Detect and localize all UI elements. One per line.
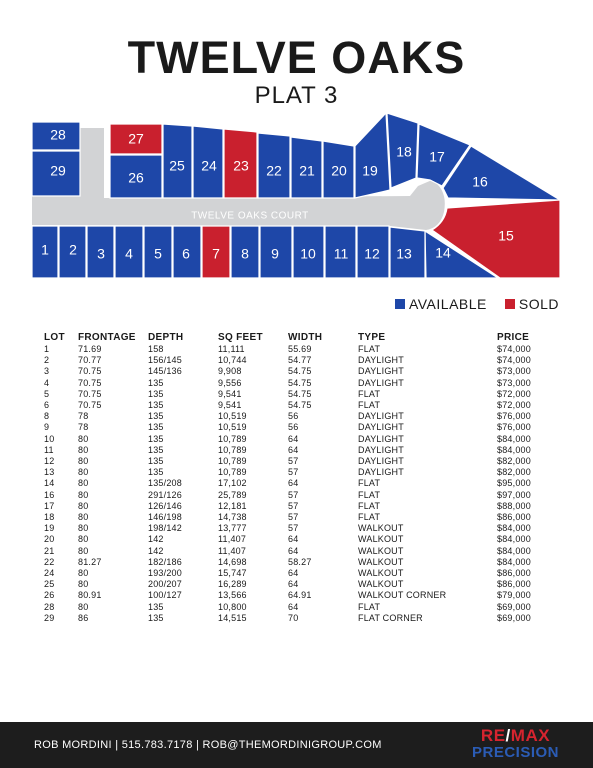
cell-type: DAYLIGHT (358, 411, 404, 422)
cell-lot: 9 (44, 422, 50, 433)
cell-price: $69,000 (497, 601, 531, 612)
cell-width: 64 (288, 444, 299, 455)
table-header-row (44, 330, 557, 344)
cell-sq-feet: 10,744 (218, 355, 247, 366)
cell-width: 56 (288, 411, 299, 422)
cell-frontage: 80 (78, 523, 89, 534)
cell-type: WALKOUT (358, 545, 404, 556)
cell-frontage: 70.75 (78, 377, 102, 388)
cell-sq-feet: 9,556 (218, 377, 242, 388)
cell-type: DAYLIGHT (358, 355, 404, 366)
cell-sq-feet: 9,541 (218, 388, 242, 399)
cell-type: FLAT (358, 478, 381, 489)
cell-type: DAYLIGHT (358, 433, 404, 444)
cell-width: 64 (288, 534, 299, 545)
cell-frontage: 80 (78, 568, 89, 579)
cell-depth: 135 (148, 388, 164, 399)
cell-frontage: 80 (78, 534, 89, 545)
cell-width: 54.77 (288, 355, 312, 366)
cell-lot: 14 (44, 478, 55, 489)
cell-lot: 28 (44, 601, 55, 612)
cell-lot: 10 (44, 433, 55, 444)
cell-depth: 135 (148, 467, 164, 478)
lot-label-7: 7 (212, 245, 220, 262)
cell-type: DAYLIGHT (358, 444, 404, 455)
cell-depth: 100/127 (148, 590, 182, 601)
table-row (44, 613, 557, 624)
cell-price: $84,000 (497, 556, 531, 567)
cell-price: $74,000 (497, 355, 531, 366)
cell-width: 64 (288, 478, 299, 489)
logo-re: RE (480, 726, 506, 745)
lot-label-25: 25 (169, 157, 185, 174)
cell-sq-feet: 10,519 (218, 411, 247, 422)
cell-lot: 17 (44, 500, 55, 511)
cell-depth: 145/136 (148, 366, 182, 377)
col-frontage: FRONTAGE (78, 331, 136, 343)
cell-width: 70 (288, 612, 299, 623)
cell-depth: 135 (148, 433, 164, 444)
cell-depth: 135 (148, 456, 164, 467)
table-row (44, 523, 557, 534)
page-title: TWELVE OAKS (127, 32, 466, 83)
table-row (44, 411, 557, 422)
cell-sq-feet: 14,738 (218, 512, 247, 523)
cell-lot: 29 (44, 612, 55, 623)
cell-price: $84,000 (497, 534, 531, 545)
cell-frontage: 80 (78, 579, 89, 590)
cell-depth: 135 (148, 422, 164, 433)
lot-label-3: 3 (97, 245, 105, 262)
cell-sq-feet: 15,747 (218, 568, 247, 579)
cell-type: WALKOUT CORNER (358, 590, 447, 601)
legend-available (395, 296, 487, 312)
cell-depth: 142 (148, 534, 164, 545)
cell-type: FLAT (358, 388, 381, 399)
table-row (44, 445, 557, 456)
cell-price: $73,000 (497, 366, 531, 377)
table-row (44, 546, 557, 557)
table-row (44, 467, 557, 478)
cell-depth: 135/208 (148, 478, 182, 489)
table-row (44, 478, 557, 489)
lot-label-23: 23 (233, 157, 249, 174)
cell-depth: 142 (148, 545, 164, 556)
cell-type: FLAT (358, 500, 381, 511)
cell-price: $72,000 (497, 400, 531, 411)
cell-price: $84,000 (497, 444, 531, 455)
cell-depth: 182/186 (148, 556, 182, 567)
cell-frontage: 70.77 (78, 355, 102, 366)
cell-depth: 156/145 (148, 355, 182, 366)
lot-label-14: 14 (435, 244, 451, 261)
cell-sq-feet: 10,789 (218, 467, 247, 478)
cell-width: 64 (288, 579, 299, 590)
cell-sq-feet: 10,800 (218, 601, 247, 612)
col-price: PRICE (497, 331, 530, 343)
cell-frontage: 80 (78, 512, 89, 523)
cell-price: $74,000 (497, 344, 531, 354)
cell-type: FLAT (358, 344, 381, 354)
table-row (44, 378, 557, 389)
cell-type: FLAT (358, 489, 381, 500)
lot-label-27: 27 (128, 130, 144, 147)
cell-lot: 12 (44, 456, 55, 467)
cell-frontage: 80 (78, 478, 89, 489)
cell-width: 64 (288, 545, 299, 556)
cell-price: $88,000 (497, 500, 531, 511)
cell-lot: 22 (44, 556, 55, 567)
cell-price: $76,000 (497, 411, 531, 422)
table-row (44, 400, 557, 411)
available-swatch (395, 299, 405, 309)
cell-depth: 146/198 (148, 512, 182, 523)
cell-width: 54.75 (288, 388, 312, 399)
col-width: WIDTH (288, 331, 323, 343)
table-row (44, 434, 557, 445)
cell-depth: 135 (148, 601, 164, 612)
cell-sq-feet: 16,289 (218, 579, 247, 590)
cell-depth: 135 (148, 400, 164, 411)
cell-width: 64 (288, 433, 299, 444)
cell-sq-feet: 10,789 (218, 456, 247, 467)
cell-depth: 126/146 (148, 500, 182, 511)
cell-width: 64 (288, 568, 299, 579)
cell-price: $76,000 (497, 422, 531, 433)
cell-sq-feet: 11,407 (218, 534, 247, 545)
logo-slash: / (505, 726, 511, 745)
cell-width: 57 (288, 489, 299, 500)
col-depth: DEPTH (148, 331, 184, 343)
cell-frontage: 70.75 (78, 388, 102, 399)
table-row (44, 501, 557, 512)
cell-lot: 16 (44, 489, 55, 500)
cell-depth: 200/207 (148, 579, 182, 590)
lot-label-28: 28 (50, 126, 66, 143)
cell-sq-feet: 12,181 (218, 500, 247, 511)
cell-frontage: 80 (78, 467, 89, 478)
road-label: TWELVE OAKS COURT (191, 210, 309, 222)
lot-19 (355, 113, 390, 198)
cell-price: $84,000 (497, 523, 531, 534)
cell-lot: 2 (44, 355, 50, 366)
cell-price: $97,000 (497, 489, 531, 500)
cell-sq-feet: 13,566 (218, 590, 247, 601)
cell-price: $86,000 (497, 568, 531, 579)
cell-price: $86,000 (497, 512, 531, 523)
cell-sq-feet: 11,407 (218, 545, 247, 556)
lot-label-8: 8 (241, 245, 249, 262)
cell-lot: 21 (44, 545, 55, 556)
cell-width: 57 (288, 456, 299, 467)
cell-sq-feet: 14,698 (218, 556, 247, 567)
cell-width: 57 (288, 467, 299, 478)
cell-type: WALKOUT (358, 568, 404, 579)
cell-frontage: 70.75 (78, 366, 102, 377)
cell-type: DAYLIGHT (358, 377, 404, 388)
lot-label-15: 15 (498, 227, 514, 244)
cell-price: $95,000 (497, 478, 531, 489)
cell-width: 55.69 (288, 344, 312, 354)
legend-sold (505, 296, 559, 312)
cell-lot: 26 (44, 590, 55, 601)
lot-label-10: 10 (300, 245, 316, 262)
table-row (44, 512, 557, 523)
lot-label-2: 2 (69, 241, 77, 258)
cell-frontage: 81.27 (78, 556, 102, 567)
table-row (44, 344, 557, 355)
cell-width: 64 (288, 601, 299, 612)
cell-sq-feet: 9,908 (218, 366, 242, 377)
table-row (44, 557, 557, 568)
cell-lot: 3 (44, 366, 50, 377)
cell-price: $82,000 (497, 467, 531, 478)
cell-type: DAYLIGHT (358, 422, 404, 433)
cell-price: $73,000 (497, 377, 531, 388)
cell-sq-feet: 25,789 (218, 489, 247, 500)
lot-label-17: 17 (429, 148, 445, 165)
lot-label-1: 1 (41, 241, 49, 258)
table-row (44, 422, 557, 433)
cell-price: $84,000 (497, 433, 531, 444)
lot-label-24: 24 (201, 157, 217, 174)
cell-sq-feet: 13,777 (218, 523, 247, 534)
logo-precision: PRECISION (471, 744, 559, 761)
table-row (44, 590, 557, 601)
lot-label-9: 9 (271, 245, 279, 262)
lot-label-20: 20 (331, 162, 347, 179)
cell-lot: 4 (44, 377, 50, 388)
cell-width: 57 (288, 512, 299, 523)
cell-type: FLAT (358, 400, 381, 411)
cell-type: FLAT (358, 601, 381, 612)
cell-type: WALKOUT (358, 523, 404, 534)
table-row (44, 602, 557, 613)
cell-lot: 6 (44, 400, 50, 411)
table-row (44, 568, 557, 579)
cell-sq-feet: 10,789 (218, 433, 247, 444)
col-sq-feet: SQ FEET (218, 331, 263, 343)
cell-frontage: 80 (78, 601, 89, 612)
lot-label-19: 19 (362, 162, 378, 179)
cell-lot: 18 (44, 512, 55, 523)
cell-frontage: 70.75 (78, 400, 102, 411)
cell-lot: 13 (44, 467, 55, 478)
cell-type: FLAT (358, 512, 381, 523)
cell-frontage: 78 (78, 422, 89, 433)
lot-label-21: 21 (299, 162, 315, 179)
remax-wordmark (472, 726, 559, 745)
table-row (44, 355, 557, 366)
cell-type: WALKOUT (358, 534, 404, 545)
cell-type: FLAT CORNER (358, 612, 423, 623)
col-type: TYPE (358, 331, 386, 343)
cell-depth: 135 (148, 612, 164, 623)
lot-label-18: 18 (396, 143, 412, 160)
cell-width: 54.75 (288, 400, 312, 411)
cell-frontage: 80 (78, 433, 89, 444)
cell-lot: 5 (44, 388, 50, 399)
cell-price: $84,000 (497, 545, 531, 556)
cell-lot: 11 (44, 444, 54, 455)
cell-sq-feet: 17,102 (218, 478, 247, 489)
cell-lot: 8 (44, 411, 50, 422)
cell-frontage: 86 (78, 612, 89, 623)
cell-type: DAYLIGHT (358, 456, 404, 467)
contact-info: ROB MORDINI | 515.783.7178 | ROB@THEMORDINIGROUP.COM (34, 739, 382, 751)
remax-logo (472, 726, 559, 761)
cell-depth: 135 (148, 444, 164, 455)
cell-width: 64.91 (288, 590, 312, 601)
cell-width: 57 (288, 523, 299, 534)
cell-width: 54.75 (288, 377, 312, 388)
sold-swatch (505, 299, 515, 309)
table-row (44, 579, 557, 590)
legend (385, 296, 559, 312)
cell-lot: 25 (44, 579, 55, 590)
cell-type: WALKOUT (358, 556, 404, 567)
cell-price: $82,000 (497, 456, 531, 467)
cell-frontage: 80 (78, 500, 89, 511)
lot-label-26: 26 (128, 169, 144, 186)
table-row (44, 366, 557, 377)
cell-price: $86,000 (497, 579, 531, 590)
lot-pricing-table (44, 330, 557, 624)
cell-sq-feet: 10,789 (218, 444, 247, 455)
legend-available-label: AVAILABLE (408, 296, 487, 312)
cell-type: DAYLIGHT (358, 366, 404, 377)
cell-type: WALKOUT (358, 579, 404, 590)
cell-sq-feet: 14,515 (218, 612, 247, 623)
cell-frontage: 80 (78, 545, 89, 556)
table-row (44, 389, 557, 400)
cell-frontage: 71.69 (78, 344, 102, 354)
plat-map (0, 110, 593, 290)
legend-sold-label: SOLD (518, 296, 559, 312)
cell-frontage: 80.91 (78, 590, 102, 601)
lot-label-29: 29 (50, 162, 66, 179)
lot-label-4: 4 (125, 245, 133, 262)
cell-depth: 158 (148, 344, 164, 354)
lot-label-11: 11 (333, 245, 349, 262)
lot-label-13: 13 (396, 245, 412, 262)
cell-sq-feet: 11,111 (218, 344, 245, 354)
cell-width: 58.27 (288, 556, 312, 567)
table-row (44, 534, 557, 545)
cell-frontage: 80 (78, 456, 89, 467)
cell-frontage: 78 (78, 411, 89, 422)
cell-width: 54.75 (288, 366, 312, 377)
lot-label-12: 12 (364, 245, 380, 262)
cell-type: DAYLIGHT (358, 467, 404, 478)
cell-width: 56 (288, 422, 299, 433)
cell-lot: 20 (44, 534, 55, 545)
cell-lot: 24 (44, 568, 55, 579)
table-row (44, 490, 557, 501)
cell-depth: 193/200 (148, 568, 182, 579)
lot-label-6: 6 (182, 245, 190, 262)
page-subtitle: PLAT 3 (254, 82, 339, 109)
cell-depth: 291/126 (148, 489, 182, 500)
cell-sq-feet: 10,519 (218, 422, 247, 433)
col-lot: LOT (44, 331, 65, 343)
footer-bar (0, 722, 593, 768)
cell-price: $79,000 (497, 590, 531, 601)
cell-sq-feet: 9,541 (218, 400, 242, 411)
lot-label-16: 16 (472, 173, 488, 190)
lot-label-22: 22 (266, 162, 282, 179)
cell-lot: 19 (44, 523, 55, 534)
cell-price: $72,000 (497, 388, 531, 399)
table-row (44, 456, 557, 467)
cell-depth: 198/142 (148, 523, 182, 534)
cell-depth: 135 (148, 411, 164, 422)
lot-label-5: 5 (154, 245, 162, 262)
cell-price: $69,000 (497, 612, 531, 623)
logo-max: MAX (510, 726, 551, 745)
cell-width: 57 (288, 500, 299, 511)
cell-lot: 1 (44, 344, 50, 354)
cell-frontage: 80 (78, 444, 89, 455)
cell-frontage: 80 (78, 489, 89, 500)
cell-depth: 135 (148, 377, 164, 388)
